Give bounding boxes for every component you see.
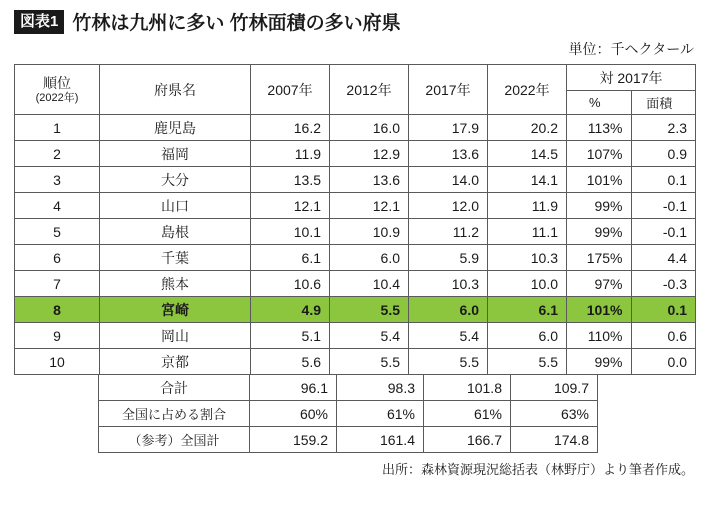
summary-spacer [14,375,99,401]
row-compare-pct: 97% [567,271,632,297]
row-y2022: 20.2 [488,115,567,141]
col-header-y2012: 2012年 [330,65,409,115]
row-compare-pct: 101% [567,297,632,323]
header-row-main [15,65,696,91]
col-header-y2022: 2022年 [488,65,567,115]
col-header-compare-pct: % [567,91,632,115]
row-compare-pct: 107% [567,141,632,167]
row-rank: 4 [15,193,100,219]
row-rank: 10 [15,349,100,375]
row-y2012: 10.9 [330,219,409,245]
row-y2007: 10.6 [251,271,330,297]
row-y2017: 17.9 [409,115,488,141]
table-row [15,167,696,193]
row-y2012: 10.4 [330,271,409,297]
summary-spacer [14,401,99,427]
row-y2012: 16.0 [330,115,409,141]
summary-y2012: 61% [337,401,424,427]
summary-table [14,374,710,453]
summary-y2012: 98.3 [337,375,424,401]
summary-label: 全国に占める割合 [99,401,250,427]
row-prefecture: 大分 [100,167,251,193]
summary-y2022: 174.8 [511,427,598,453]
row-prefecture: 千葉 [100,245,251,271]
summary-spacer-pct [598,401,669,427]
row-prefecture: 山口 [100,193,251,219]
row-y2022: 11.1 [488,219,567,245]
summary-y2022: 109.7 [511,375,598,401]
row-prefecture: 鹿児島 [100,115,251,141]
row-y2007: 4.9 [251,297,330,323]
source-note: 出所：森林資源現況総括表（林野庁）より筆者作成。 [381,462,694,477]
row-y2012: 5.5 [330,349,409,375]
summary-spacer-area [668,427,710,453]
row-rank: 6 [15,245,100,271]
col-header-rank [15,65,100,115]
row-compare-pct: 101% [567,167,632,193]
row-compare-pct: 110% [567,323,632,349]
row-rank: 8 [15,297,100,323]
row-y2022: 5.5 [488,349,567,375]
row-y2012: 6.0 [330,245,409,271]
row-prefecture: 福岡 [100,141,251,167]
row-y2017: 12.0 [409,193,488,219]
row-y2007: 13.5 [251,167,330,193]
bamboo-area-table [14,64,696,375]
col-header-compare-area: 面積 [631,91,696,115]
table-row [15,349,696,375]
row-rank: 9 [15,323,100,349]
row-prefecture: 島根 [100,219,251,245]
row-y2017: 6.0 [409,297,488,323]
row-y2022: 11.9 [488,193,567,219]
row-y2007: 16.2 [251,115,330,141]
row-y2022: 10.3 [488,245,567,271]
row-y2017: 5.4 [409,323,488,349]
row-prefecture: 京都 [100,349,251,375]
summary-spacer-area [668,401,710,427]
row-y2017: 13.6 [409,141,488,167]
row-y2012: 12.9 [330,141,409,167]
row-rank: 1 [15,115,100,141]
table-row [15,115,696,141]
row-compare-pct: 99% [567,193,632,219]
row-y2017: 10.3 [409,271,488,297]
row-compare-area: -0.1 [631,219,696,245]
summary-label: （参考）全国計 [99,427,250,453]
table-row [15,245,696,271]
row-rank: 7 [15,271,100,297]
summary-row [14,427,710,453]
row-y2017: 11.2 [409,219,488,245]
row-compare-area: 0.6 [631,323,696,349]
summary-y2017: 101.8 [424,375,511,401]
row-y2017: 5.9 [409,245,488,271]
row-rank: 5 [15,219,100,245]
row-compare-pct: 113% [567,115,632,141]
summary-y2022: 63% [511,401,598,427]
table-row [15,219,696,245]
row-rank: 2 [15,141,100,167]
summary-row [14,401,710,427]
row-compare-area: -0.3 [631,271,696,297]
row-compare-area: 0.1 [631,167,696,193]
row-prefecture: 熊本 [100,271,251,297]
page-title: 竹林は九州に多い 竹林面積の多い府県 [72,13,401,34]
row-compare-area: -0.1 [631,193,696,219]
table-row [15,271,696,297]
figure-badge: 図表1 [14,10,64,34]
table-row [15,193,696,219]
row-y2012: 13.6 [330,167,409,193]
row-compare-pct: 175% [567,245,632,271]
row-y2012: 5.5 [330,297,409,323]
summary-label: 合計 [99,375,250,401]
row-prefecture: 岡山 [100,323,251,349]
summary-spacer-pct [598,427,669,453]
row-y2007: 11.9 [251,141,330,167]
summary-y2007: 159.2 [250,427,337,453]
table-row [15,141,696,167]
summary-y2017: 61% [424,401,511,427]
row-compare-area: 0.0 [631,349,696,375]
row-compare-area: 4.4 [631,245,696,271]
summary-body [14,375,710,453]
row-compare-pct: 99% [567,219,632,245]
row-y2007: 5.6 [251,349,330,375]
col-header-rank-sublabel: (2022年) [35,91,79,104]
unit-note: 単位：千ヘクタール [568,41,694,57]
summary-spacer-pct [598,375,669,401]
col-header-prefecture: 府県名 [100,65,251,115]
row-compare-area: 0.1 [631,297,696,323]
row-y2012: 5.4 [330,323,409,349]
table-header [15,65,696,115]
col-header-compare-group: 対 2017年 [567,65,696,91]
row-y2022: 14.1 [488,167,567,193]
row-y2022: 6.0 [488,323,567,349]
summary-y2012: 161.4 [337,427,424,453]
row-compare-area: 0.9 [631,141,696,167]
row-y2007: 10.1 [251,219,330,245]
col-header-y2017: 2017年 [409,65,488,115]
summary-y2007: 96.1 [250,375,337,401]
row-compare-area: 2.3 [631,115,696,141]
table-body [15,115,696,375]
row-y2017: 14.0 [409,167,488,193]
row-y2022: 14.5 [488,141,567,167]
col-header-y2007: 2007年 [251,65,330,115]
summary-y2007: 60% [250,401,337,427]
col-header-rank-label: 順位 [43,75,71,92]
row-y2007: 5.1 [251,323,330,349]
row-y2007: 6.1 [251,245,330,271]
row-compare-pct: 99% [567,349,632,375]
summary-y2017: 166.7 [424,427,511,453]
summary-spacer-area [668,375,710,401]
summary-row [14,375,710,401]
summary-spacer [14,427,99,453]
row-y2007: 12.1 [251,193,330,219]
title-row [14,8,696,35]
table-row [15,323,696,349]
row-y2012: 12.1 [330,193,409,219]
row-y2022: 6.1 [488,297,567,323]
table-row [15,297,696,323]
row-rank: 3 [15,167,100,193]
row-y2022: 10.0 [488,271,567,297]
row-prefecture: 宮崎 [100,297,251,323]
row-y2017: 5.5 [409,349,488,375]
